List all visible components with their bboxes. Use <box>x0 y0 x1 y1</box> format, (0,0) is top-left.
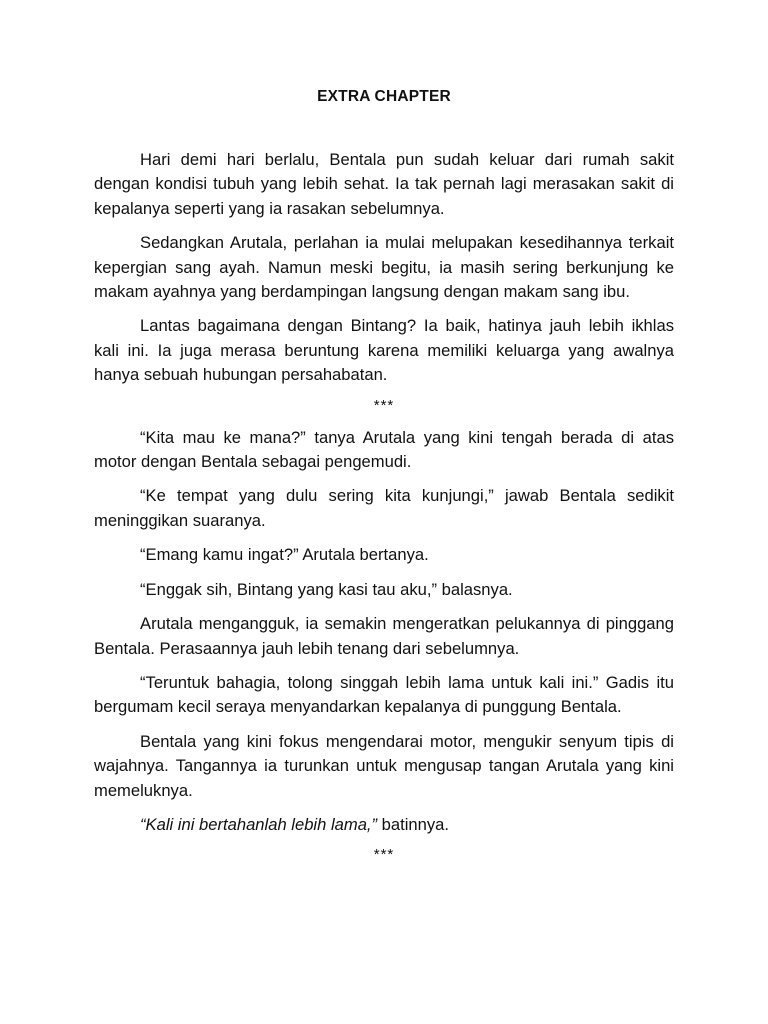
paragraph: Hari demi hari berlalu, Bentala pun sudah keluar dari rumah sakit dengan kondisi tubuh yang lebih sehat. Ia tak pernah lagi merasakan sakit di kepalanya seperti yang ia rasakan sebelumnya. <box>94 150 674 218</box>
paragraph: “Teruntuk bahagia, tolong singgah lebih lama untuk kali ini.” Gadis itu bergumam kecil seraya menyandarkan kepalanya di punggung Bentala. <box>94 672 674 717</box>
closing-tag-text: batinnya. <box>377 814 450 834</box>
chapter-title: EXTRA CHAPTER <box>317 88 451 105</box>
inner-thought-text: “Kali ini bertahanlah lebih lama,” <box>140 814 378 834</box>
scene-divider: *** <box>373 396 395 414</box>
paragraph: Bentala yang kini fokus mengendarai motor, mengukir senyum tipis di wajahnya. Tangannya ia turunkan untuk mengusap tangan Arutala yang kini memeluknya. <box>94 731 674 800</box>
paragraph: “Kita mau ke mana?” tanya Arutala yang kini tengah berada di atas motor dengan Bentala sebagai pengemudi. <box>94 427 674 472</box>
paragraph: “Ke tempat yang dulu sering kita kunjungi,” jawab Bentala sedikit meninggikan suaranya. <box>94 486 674 530</box>
paragraph: “Emang kamu ingat?” Arutala bertanya. <box>140 545 429 565</box>
paragraph: Sedangkan Arutala, perlahan ia mulai melupakan kesedihannya terkait kepergian sang ayah. Namun meski begitu, ia masih sering berkunjung ke makam ayahnya yang berdampingan langsung dengan makam sang ibu. <box>94 233 674 302</box>
document-page <box>94 88 674 875</box>
closing-paragraph <box>94 813 674 837</box>
paragraph: Arutala mengangguk, ia semakin mengeratkan pelukannya di pinggang Bentala. Perasaannya jauh lebih tenang dari sebelumnya. <box>94 614 674 658</box>
scene-divider: *** <box>373 846 395 864</box>
paragraph: “Enggak sih, Bintang yang kasi tau aku,” balasnya. <box>140 579 513 599</box>
paragraph: Lantas bagaimana dengan Bintang? Ia baik, hatinya jauh lebih ikhlas kali ini. Ia juga merasa beruntung karena memiliki keluarga yang awalnya hanya sebuah hubungan persahabatan. <box>94 316 674 385</box>
